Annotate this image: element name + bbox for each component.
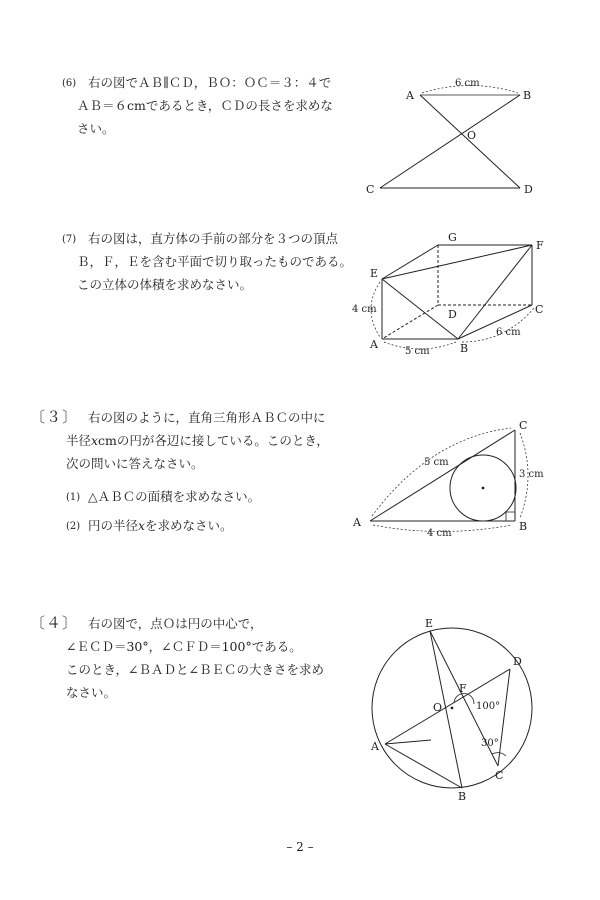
p4-label-c: C [495, 769, 504, 782]
q6-line2: ＡＢ＝６cmであるとき，ＣＤの長さを求めな [77, 98, 333, 113]
p3-line3: 次の問いに答えなさい。 [66, 456, 204, 471]
p3-line2: 半径𝑥cmの円が各辺に接している。このとき， [66, 433, 329, 448]
p4-circle-center [451, 707, 454, 710]
q6-label-a: A [406, 89, 414, 102]
q6-label-b: B [523, 89, 532, 102]
q7-number: (7) [62, 234, 77, 245]
p3-sub2: 円の半径𝑥を求めなさい。 [88, 518, 233, 533]
p3-sub2-number: (2) [66, 521, 81, 532]
p4-angle-c: 30° [481, 738, 499, 749]
q7-label-e: E [370, 267, 379, 280]
p4-label-b: B [458, 790, 467, 803]
p3-circle-center [482, 487, 485, 490]
p4-label-f: F [459, 682, 467, 695]
q7-label-f: F [536, 239, 544, 252]
q7-line3: この立体の体積を求めなさい。 [77, 277, 253, 292]
q7-line2: Ｂ，Ｆ，Ｅを含む平面で切り取ったものである。 [77, 254, 353, 269]
q6-number: (6) [62, 78, 77, 89]
q6-label-c: C [366, 183, 375, 196]
p3-length-ab: 4 cm [427, 528, 452, 539]
q7-length-ae: 4 cm [352, 304, 377, 315]
q6-line1: 右の図でＡＢ∥ＣＤ，ＢＯ：ＯＣ＝３：４で [88, 75, 332, 90]
p3-length-bc: 3 cm [519, 469, 544, 480]
p4-label-e: E [425, 617, 434, 630]
p4-label-a: A [371, 740, 379, 753]
p4-line4: なさい。 [66, 685, 117, 700]
p3-sub1: △ＡＢＣの面積を求めなさい。 [88, 489, 261, 504]
p3-number: 〔３〕 [30, 408, 79, 426]
p3-label-b: B [519, 520, 528, 533]
q7-label-d: D [448, 308, 457, 321]
p4-number: 〔４〕 [30, 614, 79, 632]
q6-line3: さい。 [77, 121, 115, 136]
p4-line2: ∠ＥＣＤ＝30°，∠ＣＦＤ＝100°である。 [66, 639, 302, 654]
p4-line3: このとき，∠ＢＡＤと∠ＢＥＣの大きさを求め [66, 662, 324, 677]
q7-label-a: A [370, 338, 378, 351]
p3-sub1-number: (1) [66, 492, 81, 503]
q7-label-g: G [448, 231, 457, 244]
figure-p3 [370, 428, 528, 532]
p4-line1: 右の図で，点Ｏは円の中心で， [88, 616, 263, 631]
p4-label-o: O [433, 701, 443, 714]
q7-label-c: C [535, 303, 544, 316]
figure-q6 [380, 86, 520, 189]
q6-length-ab: 6 cm [455, 78, 480, 89]
p3-label-a: A [353, 516, 361, 529]
q7-label-b: B [460, 342, 469, 355]
q6-label-o: O [467, 129, 477, 142]
q6-label-d: D [524, 183, 533, 196]
p4-label-d: D [513, 655, 522, 668]
p3-length-ac: 5 cm [424, 457, 449, 468]
q7-length-ab: 5 cm [405, 346, 430, 357]
q7-line1: 右の図は，直方体の手前の部分を３つの頂点 [88, 231, 339, 246]
p3-label-c: C [519, 419, 528, 432]
page-number: – 2 – [286, 840, 314, 854]
p4-angle-f: 100° [476, 701, 501, 712]
p3-line1: 右の図のように，直角三角形ＡＢＣの中に [88, 410, 326, 425]
q7-length-bc: 6 cm [496, 327, 521, 338]
